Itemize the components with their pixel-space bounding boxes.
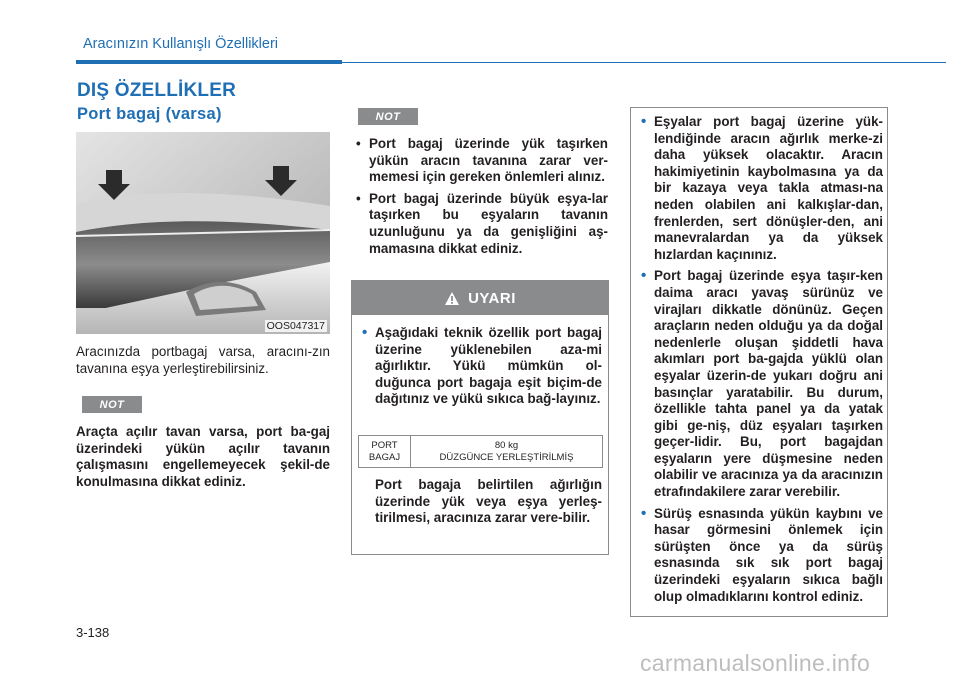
note-list — [354, 136, 608, 262]
spec-label-line: PORT — [371, 439, 398, 451]
warning-list — [360, 325, 602, 413]
spec-label-cell — [359, 436, 411, 467]
watermark: carmanualsonline.info — [640, 650, 871, 676]
image-code: OOS047317 — [266, 320, 325, 332]
roof-rack-photo — [76, 132, 330, 334]
caution-list — [639, 114, 883, 610]
page-number: 3-138 — [76, 625, 110, 640]
spec-value-line: 80 kg — [494, 439, 519, 451]
header-rule-bold — [76, 60, 342, 64]
intro-paragraph: Aracınızda portbagaj varsa, aracını-zın tavanına eşya yerleştirebilirsiniz. — [76, 344, 330, 376]
warning-after-text: Port bagaja belirtilen ağırlığın üzerinde yük veya eşya yerleş-tirilmesi, aracınıza zarar vere-bilir. — [375, 477, 602, 526]
warning-header — [352, 281, 608, 315]
note-badge: NOT — [358, 108, 418, 125]
section-title: Port bagaj (varsa) — [77, 105, 222, 123]
list-item: • Eşyalar port bagaj üzerine yük-lendiğinde aracın ağırlık merke-zi daha yüksek olacaktır. Aracın hakimiyetinin kaybolmasına ya da bir kazaya veya takla atması-na neden olabilen ani kalkışlar-dan, frenlerden, sert dönüşler-den, ani manevralardan ya da yüksek hızlardan kaçınınız. — [639, 114, 883, 263]
spec-label-line: BAGAJ — [368, 451, 401, 463]
list-item: • Port bagaj üzerinde yük taşırken yükün aracın tavanına zarar ver-memesi için gereken önlemleri alınız. — [354, 136, 608, 186]
warning-box — [351, 280, 609, 555]
list-item: • Port bagaj üzerinde eşya taşır-ken daima aracı yavaş sürünüz ve virajları dikkatle dönünüz. Geçen araçların neden olduğu ya da doğal nedenlerle oluşan şiddetli hava akımları port ba-gajda yüklü olan eşyalar üzerin-de yukarı doğru ani basınçlar yaratabilir. Bu durum, özellikle tahta panel ya da yatak gibi ge-niş, düz eşyaları taşırken geçer-lidir. Bu, port bagajdan eşyaların yere düşmesine neden olabilir ve aracınıza ya da aracınızın etrafındakilere zarar verebilir. — [639, 268, 883, 500]
chapter-title: DIŞ ÖZELLİKLER — [77, 80, 237, 101]
caution-box — [630, 107, 888, 617]
list-item: • Sürüş esnasında yükün kaybını ve hasar görmesini önlemek için sürüşten önce ya da sürüş esnasında sık sık port bagaj üzerindeki eşyaların sıkıca bağlı olup olmadıklarını kontrol ediniz. — [639, 506, 883, 606]
warning-triangle-icon — [444, 291, 460, 306]
car-roof-illustration — [76, 132, 330, 334]
warning-title: UYARI — [468, 289, 516, 307]
spec-value-cell — [411, 436, 602, 467]
list-item: • Aşağıdaki teknik özellik port bagaj üzerine yüklenebilen aza-mi ağırlıktır. Yükü mümkün ol-duğunca port bagaja eşit biçim-de dağıtınız ve yükü sıkıca bağ-layınız. — [360, 325, 602, 408]
header-rule-thin — [342, 62, 946, 63]
spec-value-line: DÜZGÜNCE YERLEŞTİRİLMİŞ — [439, 451, 574, 463]
list-item: • Port bagaj üzerinde büyük eşya-lar taşırken bu eşyaların tavanın uzunluğunu ya da genişliğini aş-mamasına dikkat ediniz. — [354, 191, 608, 257]
note-sunroof-text: Araçta açılır tavan varsa, port ba-gaj üzerindeki yükün açılır tavanın çalışmasını engellemeyecek şekil-de konulmasına dikkat ediniz. — [76, 424, 330, 489]
header-title: Aracınızın Kullanışlı Özellikleri — [83, 36, 279, 52]
load-spec-table — [358, 435, 603, 468]
note-badge: NOT — [82, 396, 142, 413]
